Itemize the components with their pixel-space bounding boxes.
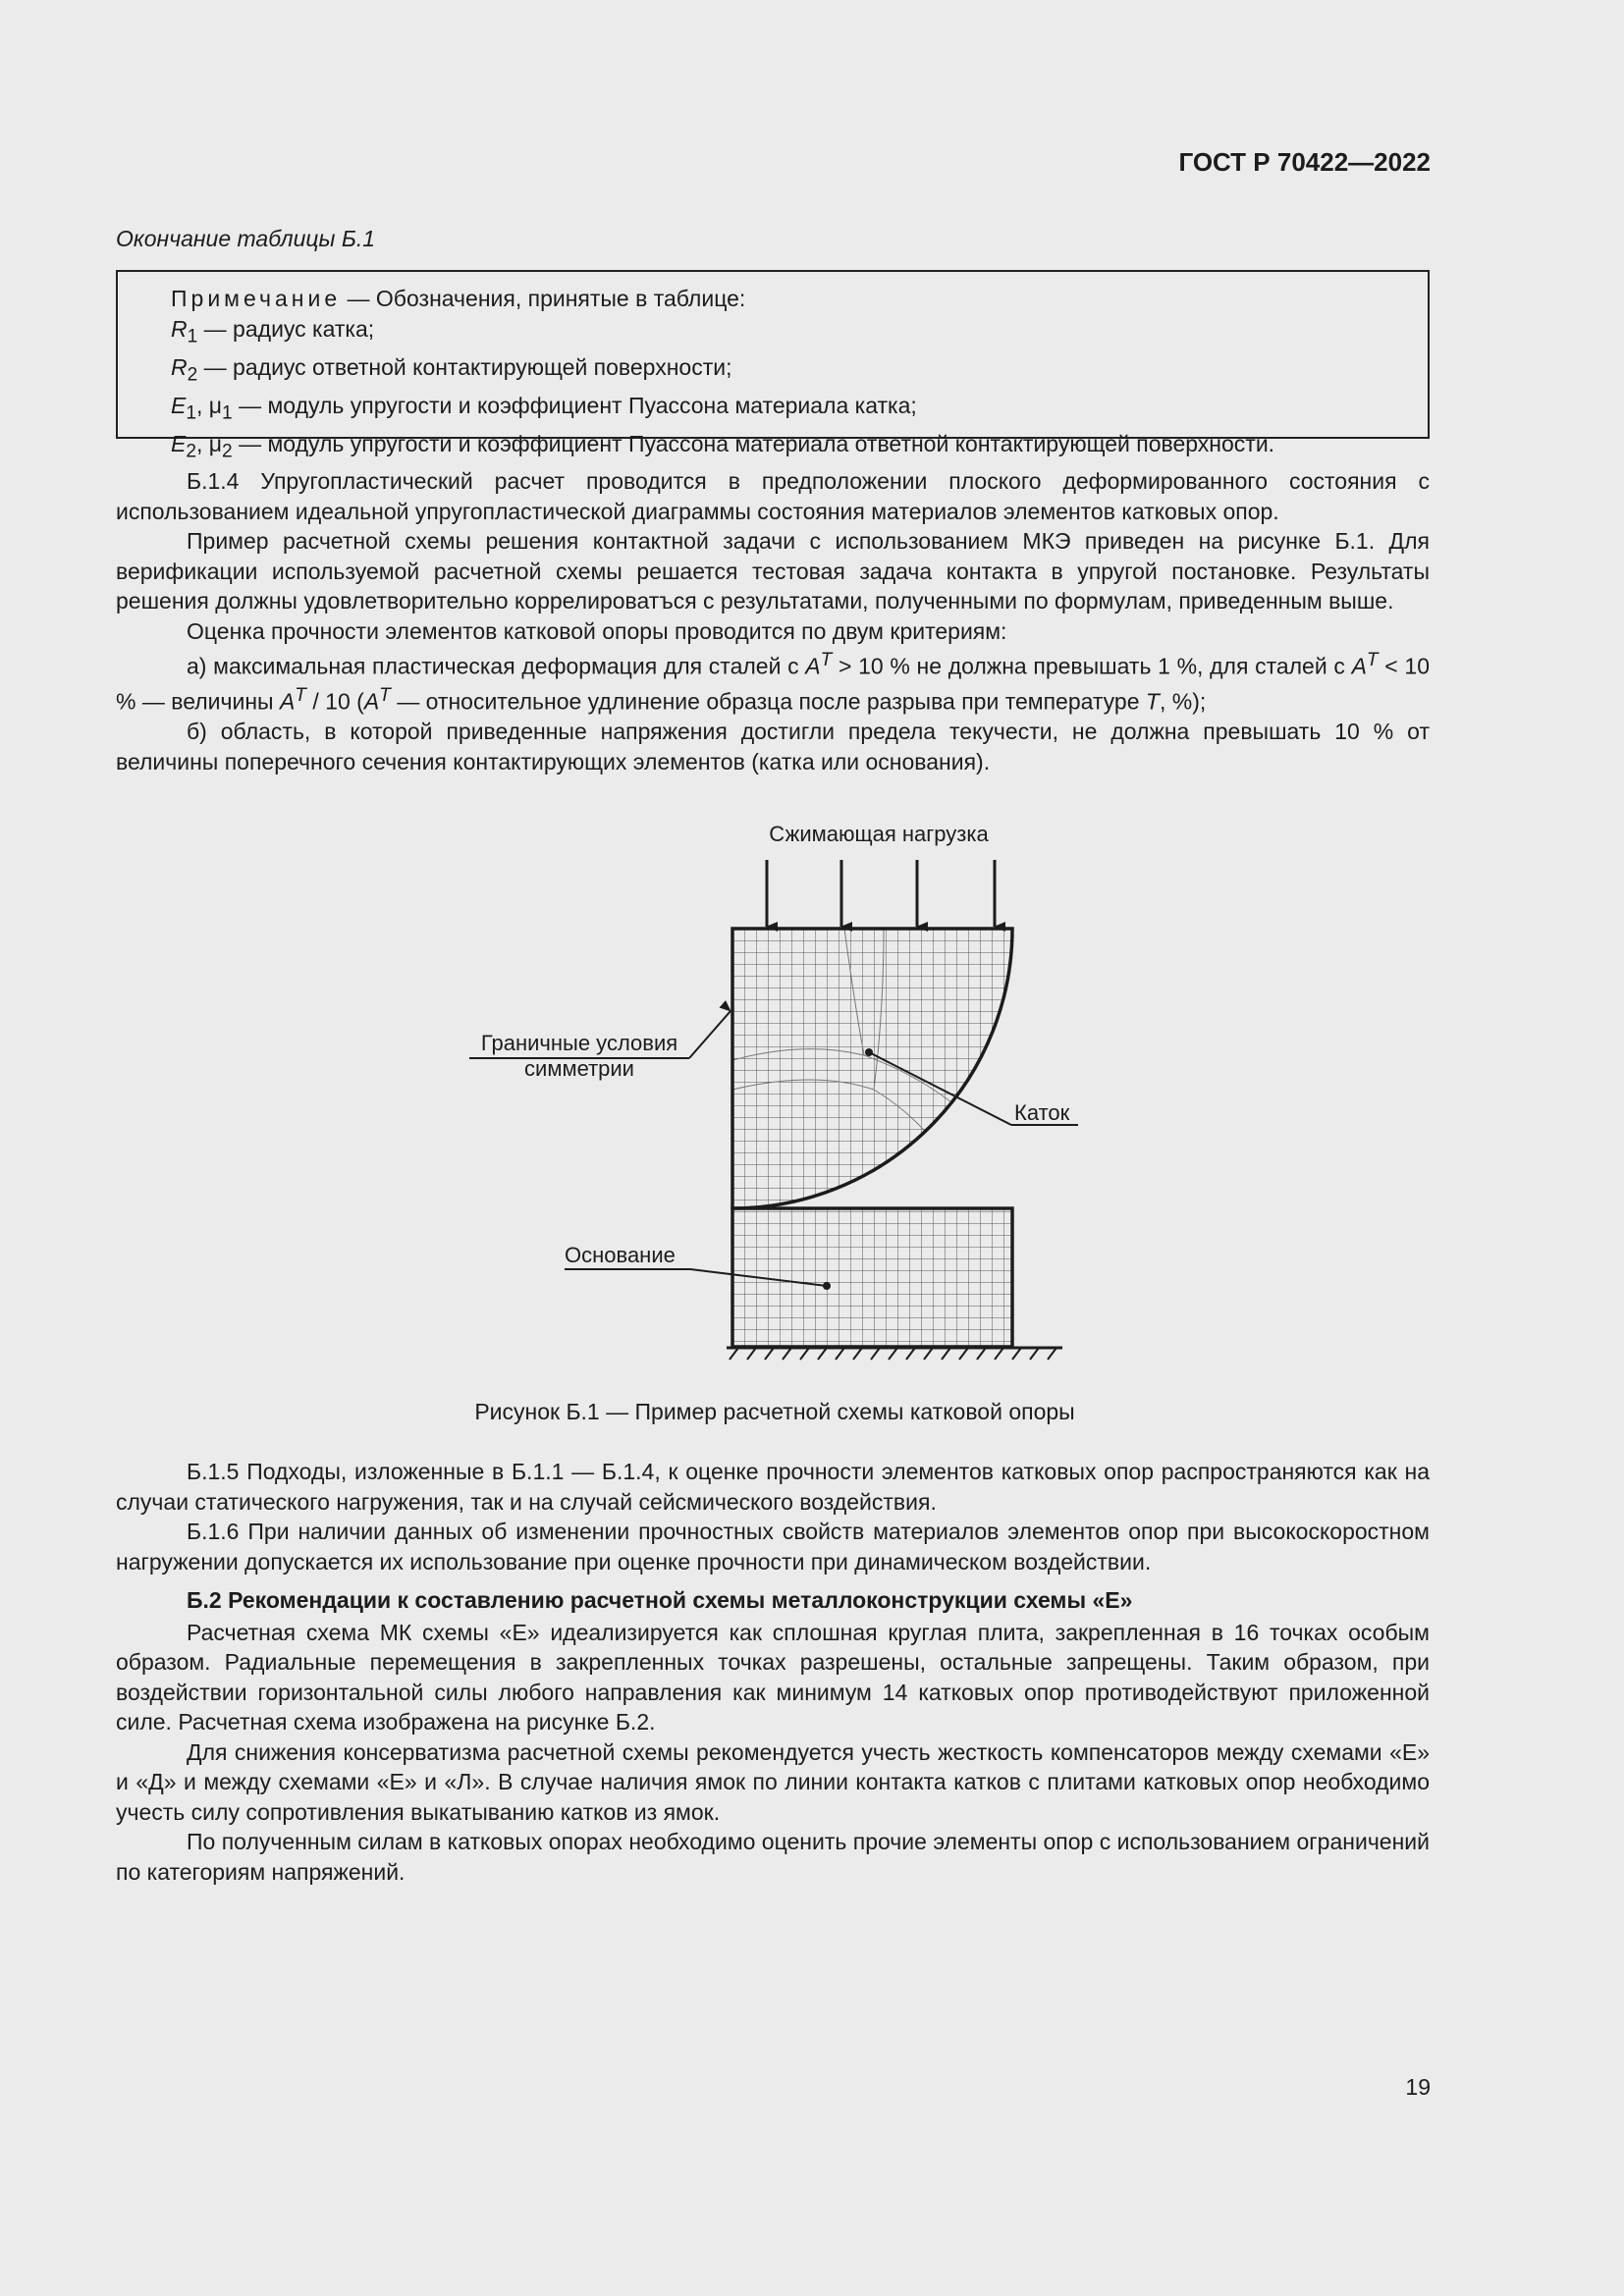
label-load: Сжимающая нагрузка [769,822,989,846]
base-mesh [732,1208,1012,1347]
paragraph-criterion-b: б) область, в которой приведенные напряжения достигли предела текучести, не должна превышать 10 % от величины поперечного сечения контактирующих элементов (катка или основания). [116,719,1430,774]
note-box [116,270,1430,462]
label-boundary-line1: Граничные условия [480,1031,678,1055]
note-intro: Примечание — Обозначения, принятые в таблице: [171,286,746,311]
standard-number: ГОСТ Р 70422—2022 [1178,147,1431,177]
note-item: $R_2$ — радиус ответной контактирующей поверхности; [171,353,732,386]
paragraph: Б.1.4 Упругопластический расчет проводится в предположении плоского деформированного состояния с использованием идеальной упругопластической диаграммы состояния материалов элементов катковых опор. [116,468,1430,524]
paragraph: Б.1.5 Подходы, изложенные в Б.1.1 — Б.1.4, к оценке прочности элементов катковых опор распространяются как на случаи статического нагружения, так и на случай сейсмического воздействия. [116,1459,1430,1515]
label-roller: Каток [1014,1100,1070,1125]
section-b14 [116,466,1430,776]
paragraph: Оценка прочности элементов катковой опоры проводится по двум критериям: [187,617,1007,644]
table-continuation-caption: Окончание таблицы Б.1 [116,226,376,251]
note-label: Примечание [171,286,342,311]
paragraph: Для снижения консерватизма расчетной схемы рекомендуется учесть жесткость компенсаторов между схемами «Е» и «Д» и между схемами «Е» и «Л». В случае наличия ямок по линии контакта катков с плитами катковых опор необходимо учесть силу сопротивления выкатыванию катков из ямок. [116,1738,1430,1825]
ground-hatching [727,1348,1062,1360]
note-item: $E_2$, $\mu_2$ — модуль упругости и коэффициент Пуассона материала ответной контактирующей поверхности. [171,430,1275,462]
paragraph: По полученным силам в катковых опорах необходимо оценить прочие элементы опор с использованием ограничений по категориям напряжений. [116,1829,1430,1885]
paragraph: Пример расчетной схемы решения контактной задачи с использованием МКЭ приведен на рисунке Б.1. Для верификации используемой расчетной схемы решается тестовая задача контакта в упругой постановке. Результаты решения должны удовлетворительно коррелироватъся с результатами, полученными по формулам, приведенным выше. [116,528,1430,614]
label-boundary-line2: симметрии [524,1056,634,1081]
load-arrows [767,860,995,927]
note-item: $R_1$ — радиус катка; [171,315,375,347]
roller-mesh [732,929,1017,1213]
paragraph: Б.1.6 При наличии данных об изменении прочностных свойств материалов элементов опор при высокоскоростном нагружении допускается их использование при оценке прочности при динамическом воздействии. [116,1519,1430,1575]
figure-caption: Рисунок Б.1 — Пример расчетной схемы катковой опоры [474,1399,1075,1424]
note-item: $E_1$, $\mu_1$ — модуль упругости и коэффициент Пуассона материала катка; [171,392,917,424]
page-number: 19 [1405,2074,1431,2100]
section-heading: Б.2 Рекомендации к составлению расчетной схемы металлоконструкции схемы «Е» [187,1587,1133,1613]
paragraph-criterion-a: а) максимальная пластическая деформация для сталей с $A^T > 10$ % не должна превышать 1 %, для сталей с $A^T < 10$ % — величины $A^T / 10$ ($A^T$ — относительное удлинение образца после разрыва при температуре T, %); [116,650,1430,715]
figure-b1 [0,805,1624,1374]
paragraph: Расчетная схема МК схемы «Е» идеализируется как сплошная круглая плита, закрепленная в 16 точках особым образом. Радиальные перемещения в закрепленных точках разрешены, остальные запрещены. Таким образом, при воздействии горизонтальной силы любого направления как минимум 14 катковых опор противодействуют приложенной силе. Расчетная схема изображена на рисунке Б.2. [116,1619,1430,1735]
label-base: Основание [565,1243,676,1267]
section-b15-b2 [116,1457,1430,1887]
